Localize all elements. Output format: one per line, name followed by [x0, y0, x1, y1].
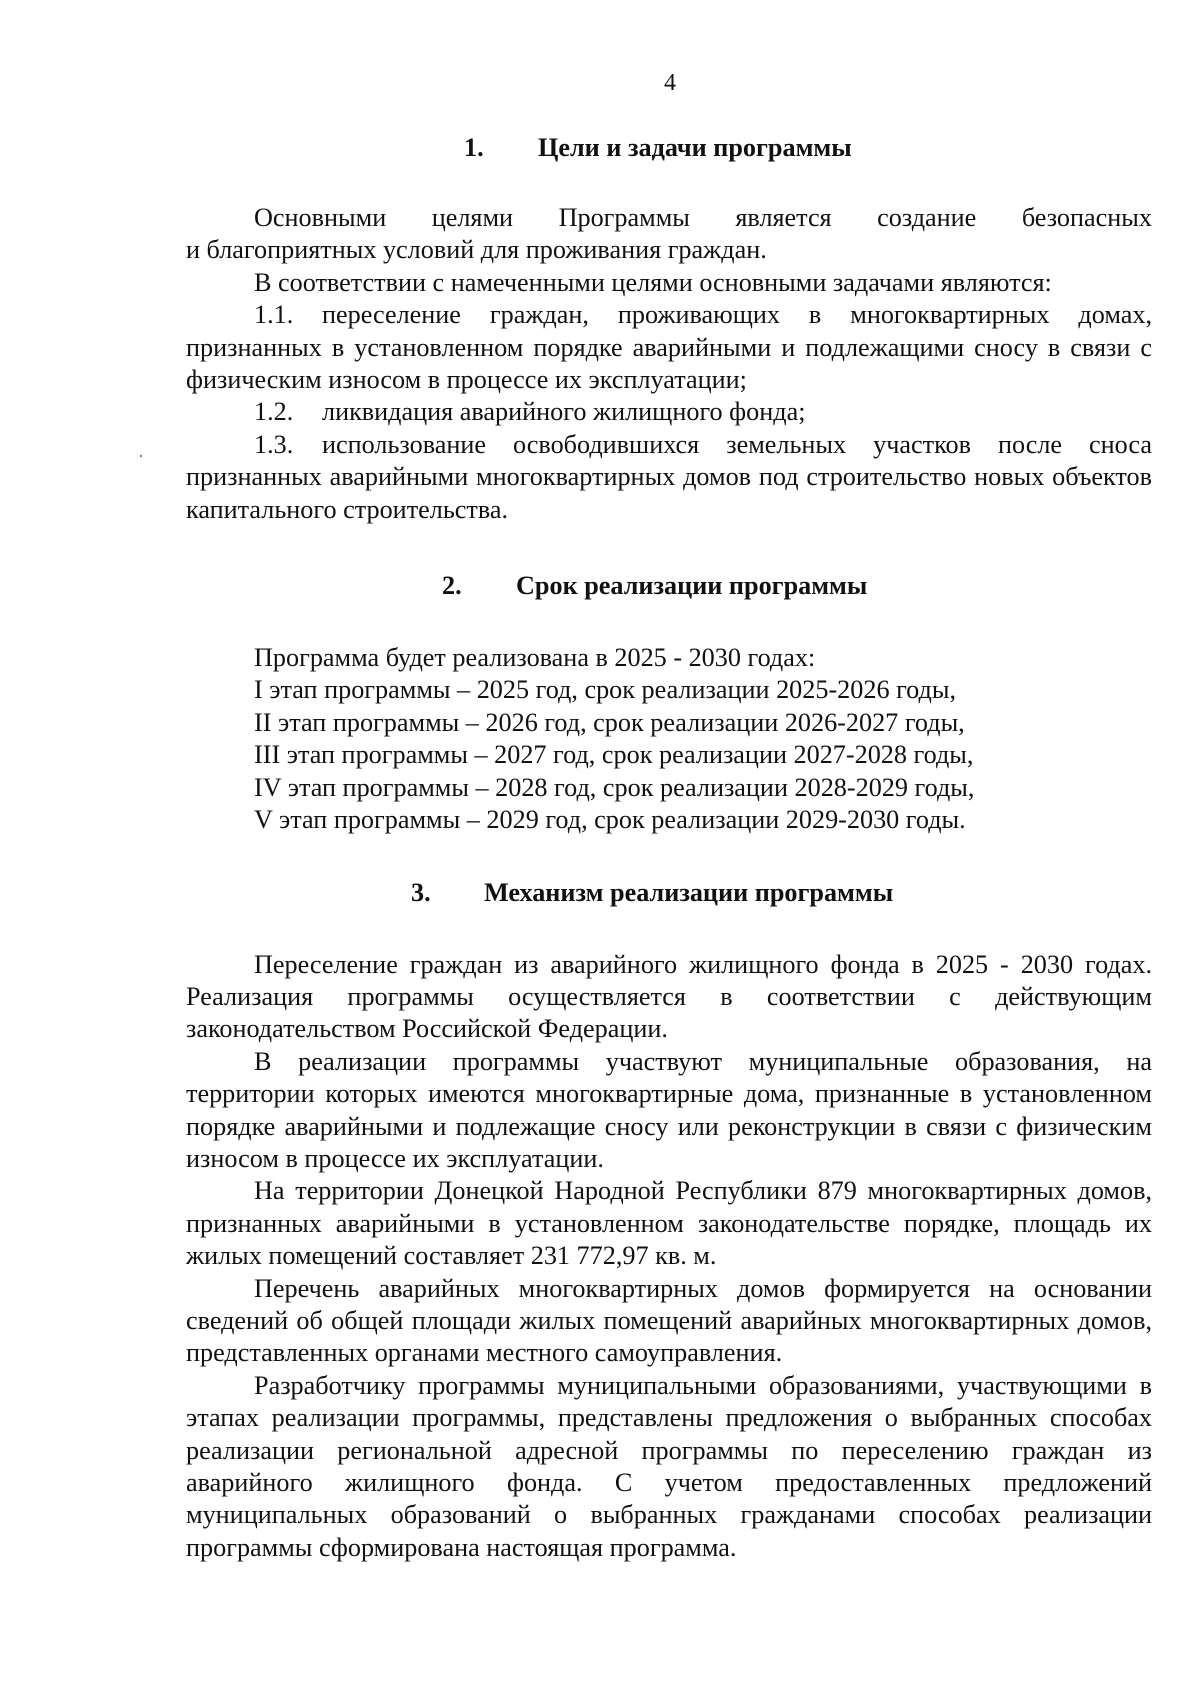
task-item-text: использование освободившихся земельных участков после сноса признанных аварийными многоквартирных домов под строительство новых объектов капитального строительства.: [186, 429, 1152, 524]
scan-speck: [140, 455, 142, 457]
section-2-title: Срок реализации программы: [516, 571, 868, 601]
section-1-heading: [186, 128, 1152, 168]
mechanism-paragraph: Переселение граждан из аварийного жилищного фонда в 2025 - 2030 годах. Реализация программы осуществляется в соответствии с действующим законодательством Российской Федерации.: [186, 949, 1152, 1044]
section-1-number: 1.: [464, 133, 484, 162]
task-item: [186, 299, 1152, 396]
task-item: [186, 429, 1152, 526]
section-2-number: 2.: [442, 571, 462, 601]
mechanism-paragraph: Разработчику программы муниципальными образованиями, участвующими в этапах реализации программы, представлены предложения о выбранных способах реализации региональной адресной программы по переселению граждан из аварийного жилищного фонда. С учетом предоставленных предложений муниципальных образований о выбранных гражданами способах реализации программы сформирована настоящая программа.: [186, 1370, 1152, 1562]
document-body: [186, 128, 1152, 1564]
mechanism-paragraph: Перечень аварийных многоквартирных домов формируется на основании сведений об общей площади жилых помещений аварийных многоквартирных домов, представленных органами местного самоуправления.: [186, 1273, 1152, 1368]
stage-line: II этап программы – 2026 год, срок реализации 2026-2027 годы,: [254, 707, 965, 737]
mechanism-paragraph: В реализации программы участвуют муниципальные образования, на территории которых имеются многоквартирные дома, признанные в установленном порядке аварийными и подлежащие сносу или реконструкции в связи с физическим износом в процессе их эксплуатации.: [186, 1046, 1152, 1173]
implementation-period: Программа будет реализована в 2025 - 2030 годах:: [254, 643, 816, 673]
section-3-title: Механизм реализации программы: [484, 877, 894, 907]
section-1-title: Цели и задачи программы: [538, 133, 852, 162]
task-item-number: 1.3.: [254, 429, 294, 459]
stage-line: IV этап программы – 2028 год, срок реализации 2028-2029 годы,: [254, 772, 975, 802]
page-number: 4: [664, 70, 676, 96]
task-item-text: ликвидация аварийного жилищного фонда;: [322, 397, 806, 427]
section-3-heading: [186, 873, 1152, 913]
mechanism-paragraph: На территории Донецкой Народной Республики 879 многоквартирных домов, признанных аварийными в установленном законодательстве порядке, площадь их жилых помещений составляет 231 772,97 кв. м.: [186, 1176, 1152, 1271]
section-1-intro-line-2: и благоприятных условий для проживания граждан.: [186, 235, 767, 265]
stage-line: III этап программы – 2027 год, срок реализации 2027-2028 годы,: [254, 740, 974, 770]
section-3-number: 3.: [411, 877, 431, 907]
stage-line: V этап программы – 2029 год, срок реализации 2029-2030 годы.: [254, 805, 966, 835]
task-item-text: переселение граждан, проживающих в многоквартирных домах, признанных в установленном порядке аварийными и подлежащими сносу в связи с физическим износом в процессе их эксплуатации;: [186, 300, 1152, 395]
section-2-heading: [186, 566, 1152, 606]
stage-line: I этап программы – 2025 год, срок реализации 2025-2026 годы,: [254, 675, 956, 705]
task-item: [186, 396, 1152, 428]
section-1-tasks-intro: В соответствии с намеченными целями основными задачами являются:: [254, 267, 1052, 297]
task-item-number: 1.2.: [254, 397, 294, 427]
task-item-number: 1.1.: [254, 300, 294, 330]
section-1-intro-line-1: Основными целями Программы является создание безопасных: [254, 203, 1152, 232]
